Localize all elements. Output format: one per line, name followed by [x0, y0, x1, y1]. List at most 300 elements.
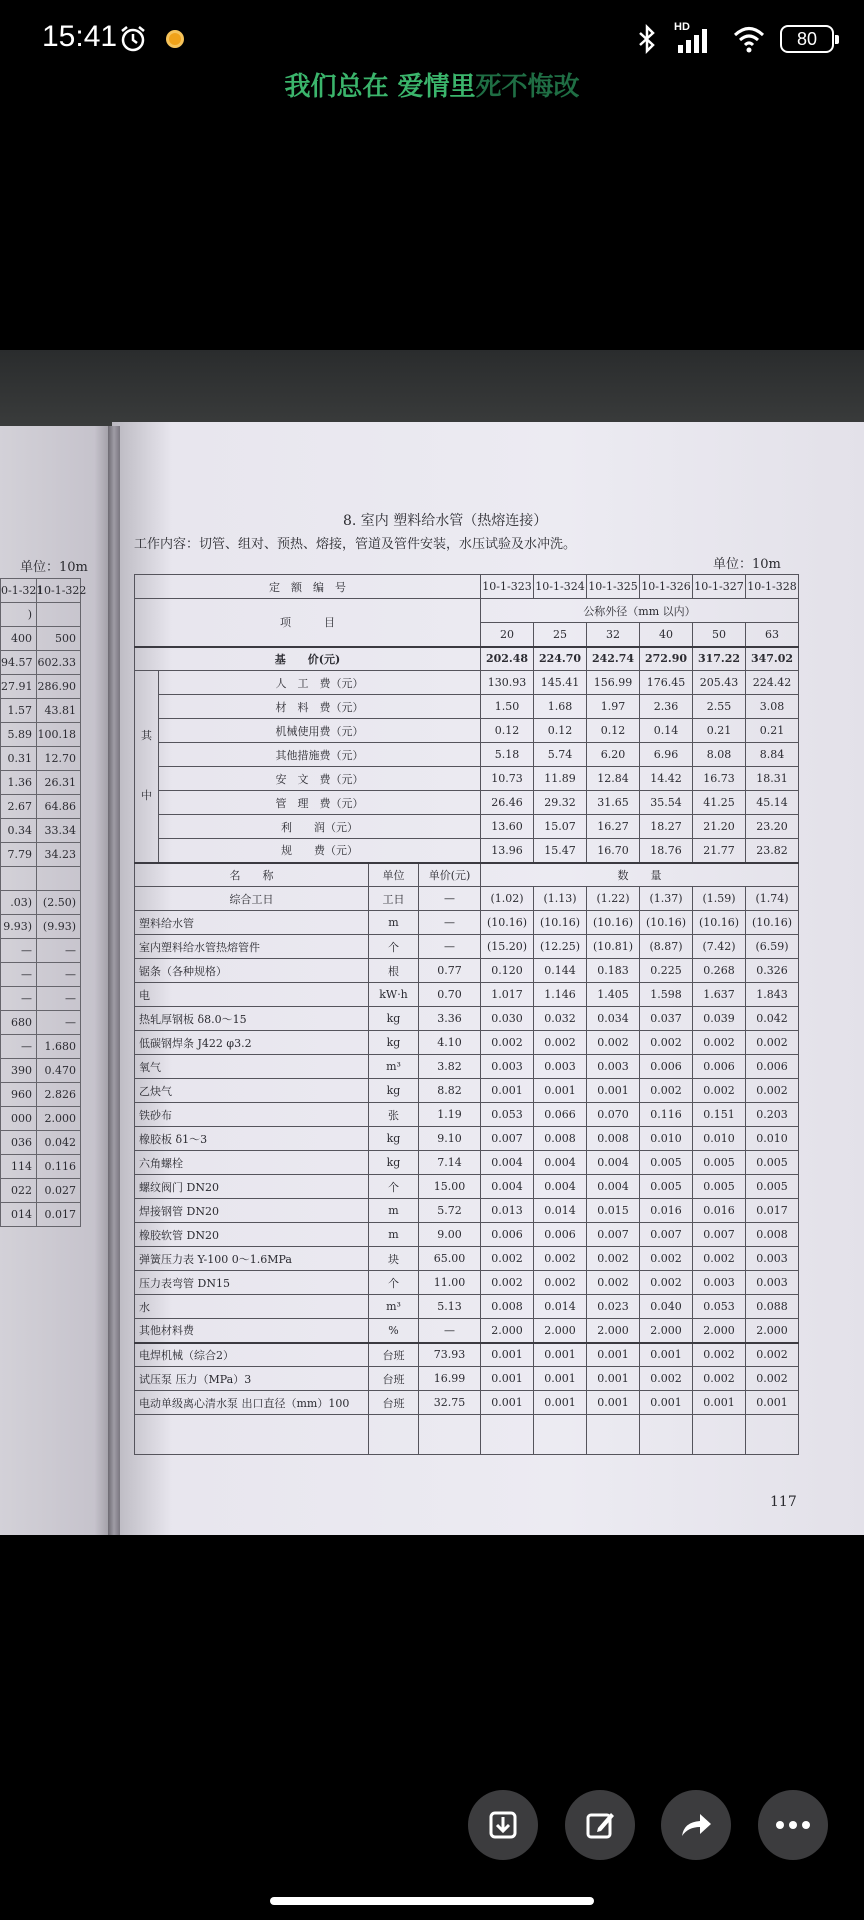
item-price: 4.10 — [419, 1031, 481, 1055]
item-name: 塑料给水管 — [135, 911, 369, 935]
item-unit: 个 — [369, 1175, 419, 1199]
machine-row — [135, 1343, 799, 1367]
machine-row — [135, 1367, 799, 1391]
item-qty: (10.16) — [746, 911, 799, 935]
item-qty: 0.144 — [534, 959, 587, 983]
item-name: 室内塑料给水管热熔管件 — [135, 935, 369, 959]
left-page-cell: 400 — [1, 627, 37, 651]
item-qty: 2.000 — [534, 1319, 587, 1343]
diameter-cell: 50 — [693, 623, 746, 647]
left-page-cell: 7.79 — [1, 843, 37, 867]
cost-name: 机械使用费（元） — [159, 719, 481, 743]
left-page-cell: 26.31 — [37, 771, 81, 795]
book-gutter — [108, 426, 120, 1535]
item-qty: 0.010 — [693, 1127, 746, 1151]
cost-row — [135, 743, 799, 767]
left-page-cell: 0-1-321 — [1, 579, 37, 603]
item-qty: (1.02) — [481, 887, 534, 911]
item-unit: 台班 — [369, 1391, 419, 1415]
left-page-cell: 0.31 — [1, 747, 37, 771]
item-qty: (1.74) — [746, 887, 799, 911]
item-price: 3.82 — [419, 1055, 481, 1079]
item-name: 橡胶板 δ1～3 — [135, 1127, 369, 1151]
item-qty: 0.001 — [587, 1343, 640, 1367]
cost-value: 0.21 — [746, 719, 799, 743]
left-page-cell: 100.18 — [37, 723, 81, 747]
code-cell: 10-1-324 — [534, 575, 587, 599]
alarm-icon — [118, 24, 148, 54]
item-unit: m — [369, 911, 419, 935]
item-qty: 0.007 — [640, 1223, 693, 1247]
item-qty: 0.042 — [746, 1007, 799, 1031]
item-name: 电焊机械（综合2） — [135, 1343, 369, 1367]
left-page-row — [1, 1179, 81, 1203]
left-page-cell: 390 — [1, 1059, 37, 1083]
material-row — [135, 1319, 799, 1343]
cost-value: 21.20 — [693, 815, 746, 839]
more-icon — [775, 1820, 811, 1830]
cost-value: 176.45 — [640, 671, 693, 695]
item-name: 电 — [135, 983, 369, 1007]
machine-row — [135, 1391, 799, 1415]
material-row — [135, 1103, 799, 1127]
left-page-cell: 0.34 — [1, 819, 37, 843]
item-qty: 0.013 — [481, 1199, 534, 1223]
item-unit: m³ — [369, 1295, 419, 1319]
item-name: 热轧厚钢板 δ8.0～15 — [135, 1007, 369, 1031]
item-qty: 0.003 — [481, 1055, 534, 1079]
item-unit: % — [369, 1319, 419, 1343]
item-qty: 2.000 — [587, 1319, 640, 1343]
item-qty: 0.001 — [587, 1079, 640, 1103]
item-unit: kg — [369, 1079, 419, 1103]
left-page-cell: 286.90 — [37, 675, 81, 699]
left-page-cell: ) — [1, 603, 37, 627]
cost-value: 15.07 — [534, 815, 587, 839]
item-qty: 0.001 — [746, 1391, 799, 1415]
cost-value: 23.20 — [746, 815, 799, 839]
cost-value: 18.27 — [640, 815, 693, 839]
diameter-cell: 20 — [481, 623, 534, 647]
item-qty: 0.002 — [693, 1247, 746, 1271]
item-qty: 0.008 — [481, 1295, 534, 1319]
item-qty: 0.120 — [481, 959, 534, 983]
item-qty: 0.203 — [746, 1103, 799, 1127]
cost-value: 2.55 — [693, 695, 746, 719]
item-name: 铁砂布 — [135, 1103, 369, 1127]
item-qty: (6.59) — [746, 935, 799, 959]
left-page-row — [1, 843, 81, 867]
diameter-cell: 63 — [746, 623, 799, 647]
item-qty: 0.002 — [587, 1247, 640, 1271]
item-qty: 0.001 — [587, 1367, 640, 1391]
code-cell: 10-1-328 — [746, 575, 799, 599]
lyric-rest: 死不悔改 — [475, 72, 580, 102]
base-price-cell: 347.02 — [746, 647, 799, 671]
cost-value: 13.60 — [481, 815, 534, 839]
base-price-label: 基 价(元) — [135, 647, 481, 671]
left-page-cell: 94.57 — [1, 651, 37, 675]
left-page-cell: 0.027 — [37, 1179, 81, 1203]
cost-value: 0.12 — [481, 719, 534, 743]
item-qty: 0.010 — [640, 1127, 693, 1151]
left-page-cell: 036 — [1, 1131, 37, 1155]
cost-row — [135, 839, 799, 863]
cost-value: 12.84 — [587, 767, 640, 791]
left-page-row — [1, 651, 81, 675]
cost-value: 1.97 — [587, 695, 640, 719]
material-row — [135, 1247, 799, 1271]
item-qty: 0.008 — [587, 1127, 640, 1151]
item-qty: 0.002 — [746, 1031, 799, 1055]
empty-cell — [135, 1415, 369, 1455]
base-price-cell: 272.90 — [640, 647, 693, 671]
item-qty: 0.003 — [746, 1271, 799, 1295]
material-row — [135, 1055, 799, 1079]
item-qty: 0.005 — [746, 1151, 799, 1175]
item-qty: (15.20) — [481, 935, 534, 959]
code-cell: 10-1-325 — [587, 575, 640, 599]
item-name: 综合工日 — [135, 887, 369, 911]
item-qty: (10.16) — [640, 911, 693, 935]
item-qty: 0.008 — [746, 1223, 799, 1247]
action-bar — [0, 1790, 864, 1860]
left-page-row — [1, 1059, 81, 1083]
material-row — [135, 959, 799, 983]
item-qty: 0.002 — [746, 1343, 799, 1367]
item-qty: (1.59) — [693, 887, 746, 911]
item-qty: 0.002 — [534, 1247, 587, 1271]
left-page-cell: 014 — [1, 1203, 37, 1227]
empty-cell — [534, 1415, 587, 1455]
cost-value: 0.14 — [640, 719, 693, 743]
item-qty: 0.268 — [693, 959, 746, 983]
item-qty: 0.053 — [693, 1295, 746, 1319]
item-unit: 块 — [369, 1247, 419, 1271]
item-qty: 0.016 — [640, 1199, 693, 1223]
item-qty: 2.000 — [746, 1319, 799, 1343]
cost-value: 2.36 — [640, 695, 693, 719]
left-page-cell: (9.93) — [37, 915, 81, 939]
cost-value: 11.89 — [534, 767, 587, 791]
cost-value: 18.31 — [746, 767, 799, 791]
cost-row — [135, 815, 799, 839]
item-name: 螺纹阀门 DN20 — [135, 1175, 369, 1199]
left-page-cell — [37, 603, 81, 627]
item-qty: 0.002 — [481, 1031, 534, 1055]
item-qty: 0.014 — [534, 1199, 587, 1223]
item-qty: 0.006 — [693, 1055, 746, 1079]
base-price-cell: 202.48 — [481, 647, 534, 671]
left-page-cell: — — [37, 939, 81, 963]
item-qty: 0.006 — [640, 1055, 693, 1079]
left-page-row — [1, 915, 81, 939]
item-qty: 2.000 — [640, 1319, 693, 1343]
item-qty: 0.053 — [481, 1103, 534, 1127]
item-qty: 0.037 — [640, 1007, 693, 1031]
left-page-row — [1, 771, 81, 795]
item-qty: 0.014 — [534, 1295, 587, 1319]
download-button[interactable] — [468, 1790, 538, 1860]
left-page-cell: 1.57 — [1, 699, 37, 723]
left-page-table — [0, 578, 87, 1227]
item-qty: 0.005 — [693, 1151, 746, 1175]
left-page-cell: 9.93) — [1, 915, 37, 939]
item-qty: 0.030 — [481, 1007, 534, 1031]
item-qty: 0.002 — [640, 1079, 693, 1103]
left-page-cell: 114 — [1, 1155, 37, 1179]
item-qty: 0.001 — [640, 1343, 693, 1367]
item-qty: 0.002 — [693, 1079, 746, 1103]
item-name: 试压泵 压力（MPa）3 — [135, 1367, 369, 1391]
left-page-cell: 12.70 — [37, 747, 81, 771]
item-price: 9.00 — [419, 1223, 481, 1247]
item-qty: 1.405 — [587, 983, 640, 1007]
side-label — [135, 671, 159, 863]
item-qty: 0.004 — [534, 1151, 587, 1175]
header-row-diameter-label — [135, 599, 799, 623]
left-page-row — [1, 747, 81, 771]
cost-value: 224.42 — [746, 671, 799, 695]
left-page-cell: 43.81 — [37, 699, 81, 723]
detail-header-row — [135, 863, 799, 887]
cellular-signal-icon — [674, 23, 718, 55]
detail-price-header: 单价(元) — [419, 863, 481, 887]
item-qty: (10.16) — [481, 911, 534, 935]
item-name: 水 — [135, 1295, 369, 1319]
left-page-cell: 2.67 — [1, 795, 37, 819]
item-price: 9.10 — [419, 1127, 481, 1151]
item-qty: (1.22) — [587, 887, 640, 911]
item-qty: 0.006 — [481, 1223, 534, 1247]
item-qty: 0.003 — [746, 1247, 799, 1271]
left-page-row — [1, 1083, 81, 1107]
item-name: 弹簧压力表 Y-100 0～1.6MPa — [135, 1247, 369, 1271]
cost-value: 8.08 — [693, 743, 746, 767]
cost-value: 1.50 — [481, 695, 534, 719]
left-page-cell: 680 — [1, 1011, 37, 1035]
cost-value: 31.65 — [587, 791, 640, 815]
item-qty: 0.023 — [587, 1295, 640, 1319]
empty-cell — [640, 1415, 693, 1455]
item-qty: (10.16) — [587, 911, 640, 935]
item-qty: 0.002 — [693, 1031, 746, 1055]
item-qty: 0.088 — [746, 1295, 799, 1319]
item-name: 电动单级离心清水泵 出口直径（mm）100 — [135, 1391, 369, 1415]
item-qty: 0.002 — [640, 1247, 693, 1271]
left-page-row — [1, 1155, 81, 1179]
item-qty: 0.002 — [534, 1031, 587, 1055]
cost-value: 145.41 — [534, 671, 587, 695]
cost-row — [135, 791, 799, 815]
photo-background — [0, 350, 864, 430]
cost-value: 35.54 — [640, 791, 693, 815]
left-page-cell: 000 — [1, 1107, 37, 1131]
item-qty: 0.006 — [746, 1055, 799, 1079]
item-qty: 0.066 — [534, 1103, 587, 1127]
item-qty: 0.040 — [640, 1295, 693, 1319]
item-qty: 0.001 — [534, 1343, 587, 1367]
item-name: 压力表弯管 DN15 — [135, 1271, 369, 1295]
material-row — [135, 1079, 799, 1103]
item-qty: 0.326 — [746, 959, 799, 983]
item-qty: 0.003 — [534, 1055, 587, 1079]
hd-label: HD — [674, 21, 690, 33]
item-name: 乙炔气 — [135, 1079, 369, 1103]
left-page-cell: (2.50) — [37, 891, 81, 915]
empty-cell — [369, 1415, 419, 1455]
cost-value: 16.73 — [693, 767, 746, 791]
unit-label: 单位：10m — [713, 557, 781, 572]
item-qty: 0.002 — [640, 1367, 693, 1391]
left-page-cell: 33.34 — [37, 819, 81, 843]
left-page-cell: 1.36 — [1, 771, 37, 795]
cost-value: 14.42 — [640, 767, 693, 791]
left-page-cell: — — [37, 963, 81, 987]
base-price-cell: 242.74 — [587, 647, 640, 671]
edit-icon — [583, 1808, 617, 1842]
item-qty: 0.002 — [746, 1079, 799, 1103]
code-cell: 10-1-326 — [640, 575, 693, 599]
left-page-row — [1, 939, 81, 963]
base-price-cell: 317.22 — [693, 647, 746, 671]
cost-name: 利 润（元） — [159, 815, 481, 839]
cost-value: 0.12 — [534, 719, 587, 743]
item-qty: 0.001 — [587, 1391, 640, 1415]
item-price: 65.00 — [419, 1247, 481, 1271]
item-qty: 0.001 — [693, 1391, 746, 1415]
item-qty: (7.42) — [693, 935, 746, 959]
item-name: 橡胶软管 DN20 — [135, 1223, 369, 1247]
cost-row — [135, 671, 799, 695]
item-unit: 个 — [369, 1271, 419, 1295]
cost-value: 15.47 — [534, 839, 587, 863]
cost-row — [135, 767, 799, 791]
item-qty: (10.16) — [534, 911, 587, 935]
cost-value: 18.76 — [640, 839, 693, 863]
lyric-highlight: 我们总在 爱情里 — [284, 72, 476, 102]
cost-name: 安 文 费（元） — [159, 767, 481, 791]
cost-value: 1.68 — [534, 695, 587, 719]
left-page-row — [1, 1035, 81, 1059]
cost-value: 205.43 — [693, 671, 746, 695]
item-price: 32.75 — [419, 1391, 481, 1415]
item-qty: 0.001 — [534, 1079, 587, 1103]
item-qty: 0.005 — [693, 1175, 746, 1199]
cost-value: 45.14 — [746, 791, 799, 815]
more-button[interactable] — [758, 1790, 828, 1860]
left-page-row — [1, 795, 81, 819]
item-qty: 2.000 — [481, 1319, 534, 1343]
material-row — [135, 1031, 799, 1055]
system-icons — [634, 22, 834, 56]
item-price: 7.14 — [419, 1151, 481, 1175]
item-price: 3.36 — [419, 1007, 481, 1031]
left-page-row — [1, 987, 81, 1011]
cost-value: 130.93 — [481, 671, 534, 695]
left-page-cell: 602.33 — [37, 651, 81, 675]
item-unit: 工日 — [369, 887, 419, 911]
left-page-cell: 2.000 — [37, 1107, 81, 1131]
item-unit: 台班 — [369, 1343, 419, 1367]
cost-value: 8.84 — [746, 743, 799, 767]
left-page-row — [1, 963, 81, 987]
item-qty: 0.017 — [746, 1199, 799, 1223]
item-qty: 0.151 — [693, 1103, 746, 1127]
item-qty: 0.007 — [481, 1127, 534, 1151]
home-indicator[interactable] — [270, 1897, 594, 1905]
left-page-row — [1, 819, 81, 843]
item-qty: 0.002 — [693, 1343, 746, 1367]
left-page-cell: 0.470 — [37, 1059, 81, 1083]
base-price-row — [135, 647, 799, 671]
cost-value: 16.27 — [587, 815, 640, 839]
item-price: 5.72 — [419, 1199, 481, 1223]
left-page-cell: 1.680 — [37, 1035, 81, 1059]
cost-value: 3.08 — [746, 695, 799, 719]
item-qty: 0.005 — [640, 1175, 693, 1199]
left-page-cell: 0.017 — [37, 1203, 81, 1227]
item-unit: kg — [369, 1031, 419, 1055]
item-name: 焊接钢管 DN20 — [135, 1199, 369, 1223]
item-qty: 0.005 — [746, 1175, 799, 1199]
edit-button[interactable] — [565, 1790, 635, 1860]
left-unit-label: 单位：10m — [20, 560, 88, 575]
item-qty: 0.002 — [746, 1367, 799, 1391]
material-row — [135, 911, 799, 935]
item-qty: 0.002 — [534, 1271, 587, 1295]
left-page-cell: — — [37, 1011, 81, 1035]
empty-cell — [419, 1415, 481, 1455]
item-qty: 1.843 — [746, 983, 799, 1007]
left-page-cell: 960 — [1, 1083, 37, 1107]
item-qty: 0.004 — [481, 1151, 534, 1175]
item-qty: 0.016 — [693, 1199, 746, 1223]
left-page-row — [1, 579, 81, 603]
cost-value: 26.46 — [481, 791, 534, 815]
item-qty: 0.032 — [534, 1007, 587, 1031]
item-qty: 2.000 — [693, 1319, 746, 1343]
item-price: 0.70 — [419, 983, 481, 1007]
left-page-cell: 64.86 — [37, 795, 81, 819]
item-qty: 1.017 — [481, 983, 534, 1007]
floating-lyric — [0, 66, 864, 103]
item-qty: 0.008 — [534, 1127, 587, 1151]
item-name: 六角螺栓 — [135, 1151, 369, 1175]
item-qty: 0.001 — [481, 1343, 534, 1367]
cost-name: 规 费（元） — [159, 839, 481, 863]
item-qty: 1.598 — [640, 983, 693, 1007]
download-icon — [486, 1808, 520, 1842]
item-unit: 张 — [369, 1103, 419, 1127]
cost-value: 10.73 — [481, 767, 534, 791]
share-button[interactable] — [661, 1790, 731, 1860]
material-row — [135, 983, 799, 1007]
item-price: 15.00 — [419, 1175, 481, 1199]
item-price: — — [419, 911, 481, 935]
side-label-top: 其 — [141, 729, 152, 743]
item-price: 5.13 — [419, 1295, 481, 1319]
left-page-cell — [37, 867, 81, 891]
left-page-cell: 0.116 — [37, 1155, 81, 1179]
item-qty: 0.039 — [693, 1007, 746, 1031]
item-qty: 0.001 — [481, 1079, 534, 1103]
left-page-row — [1, 1131, 81, 1155]
item-qty: 0.001 — [481, 1391, 534, 1415]
document-title: 8. 室内 塑料给水管（热熔连接） — [343, 513, 548, 529]
detail-qty-header: 数 量 — [481, 863, 799, 887]
empty-cell — [693, 1415, 746, 1455]
